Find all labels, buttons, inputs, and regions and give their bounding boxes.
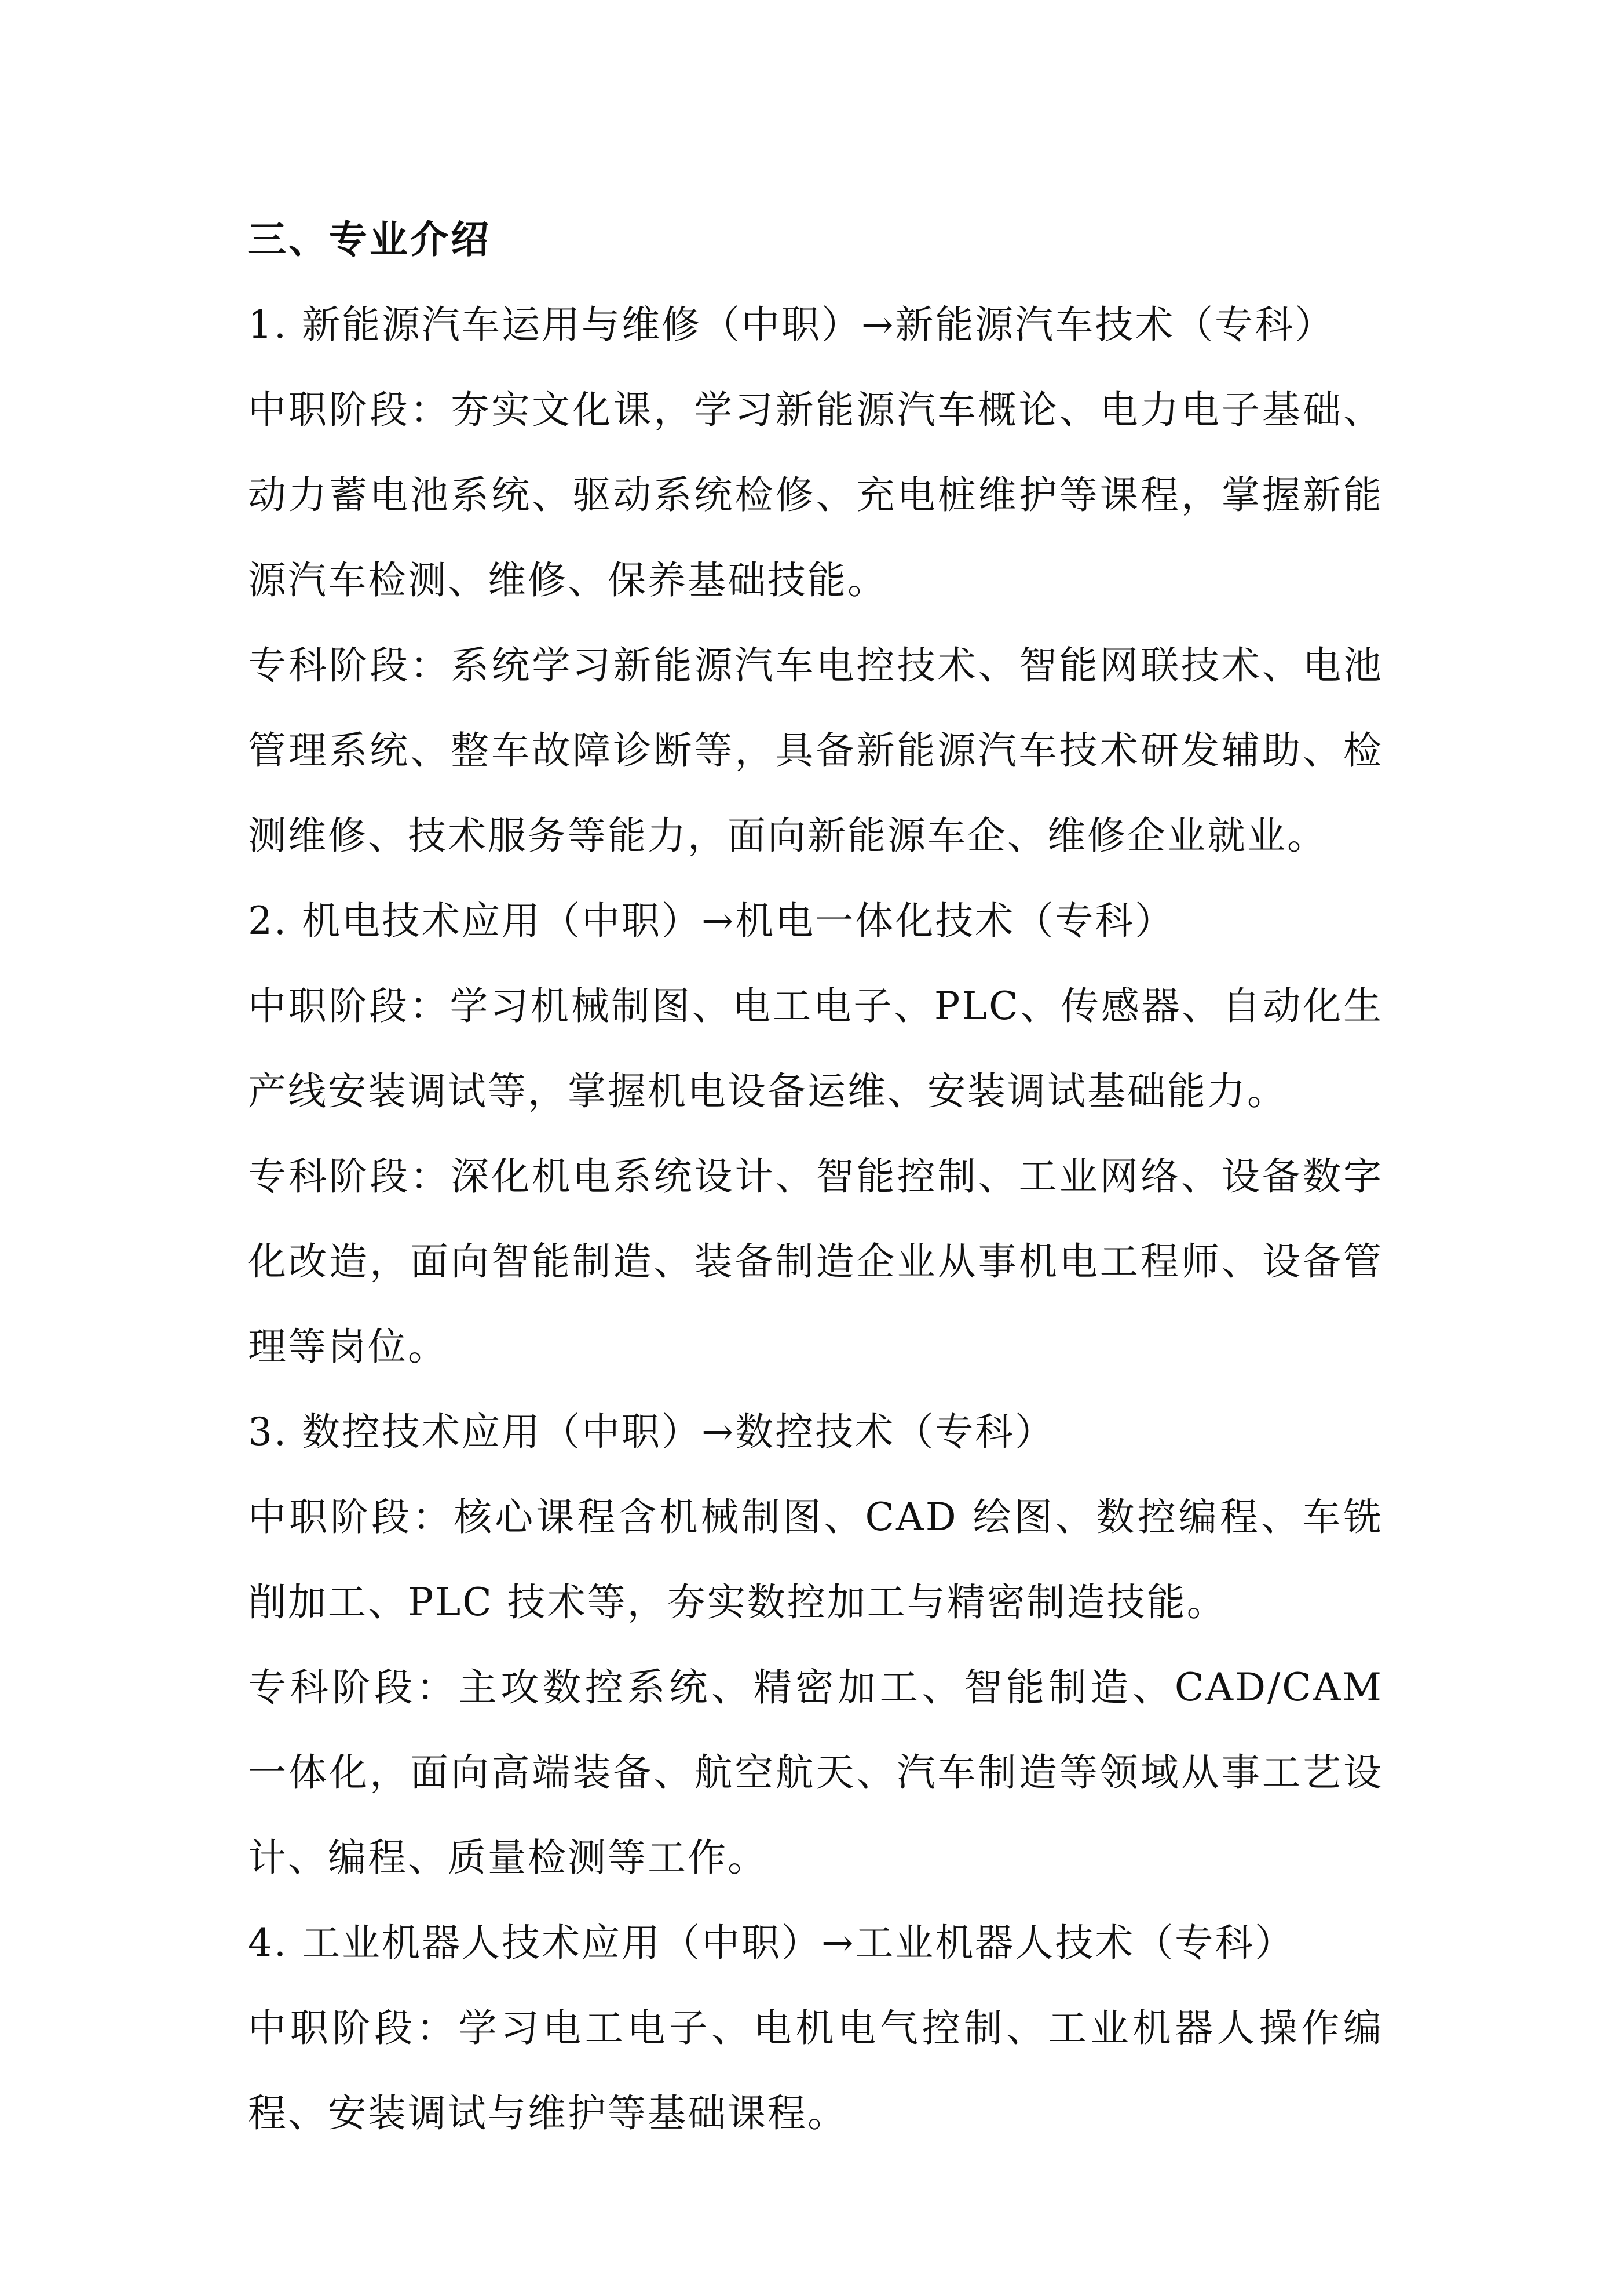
program-3-zhongzhi-paragraph: 中职阶段：核心课程含机械制图、CAD 绘图、数控编程、车铣削加工、PLC 技术等，夯实数控加工与精密制造技能。 <box>248 1495 1383 1625</box>
section-title: 三、专业介绍 <box>248 217 491 262</box>
program-heading-4: 4. 工业机器人技术应用（中职）→工业机器人技术（专科） <box>248 1921 1295 1965</box>
program-heading-2: 2. 机电技术应用（中职）→机电一体化技术（专科） <box>248 899 1175 943</box>
program-heading-3: 3. 数控技术应用（中职）→数控技术（专科） <box>248 1410 1055 1454</box>
program-1-zhongzhi-paragraph: 中职阶段：夯实文化课，学习新能源汽车概论、电力电子基础、动力蓄电池系统、驱动系统检修、充电桩维护等课程，掌握新能源汽车检测、维修、保养基础技能。 <box>248 388 1383 603</box>
program-heading-1: 1. 新能源汽车运用与维修（中职）→新能源汽车技术（专科） <box>248 302 1335 347</box>
document-body <box>248 197 1383 2156</box>
program-2-zhongzhi-paragraph: 中职阶段：学习机械制图、电工电子、PLC、传感器、自动化生产线安装调试等，掌握机电设备运维、安装调试基础能力。 <box>248 984 1383 1114</box>
program-1-zhuanke-paragraph: 专科阶段：系统学习新能源汽车电控技术、智能网联技术、电池管理系统、整车故障诊断等，具备新能源汽车技术研发辅助、检测维修、技术服务等能力，面向新能源车企、维修企业就业。 <box>248 643 1383 858</box>
program-2-zhuanke-paragraph: 专科阶段：深化机电系统设计、智能控制、工业网络、设备数字化改造，面向智能制造、装备制造企业从事机电工程师、设备管理等岗位。 <box>248 1154 1383 1369</box>
program-4-zhongzhi-paragraph: 中职阶段：学习电工电子、电机电气控制、工业机器人操作编程、安装调试与维护等基础课程。 <box>248 2006 1383 2136</box>
program-3-zhuanke-paragraph: 专科阶段：主攻数控系统、精密加工、智能制造、CAD/CAM 一体化，面向高端装备、航空航天、汽车制造等领域从事工艺设计、编程、质量检测等工作。 <box>248 1665 1383 1880</box>
